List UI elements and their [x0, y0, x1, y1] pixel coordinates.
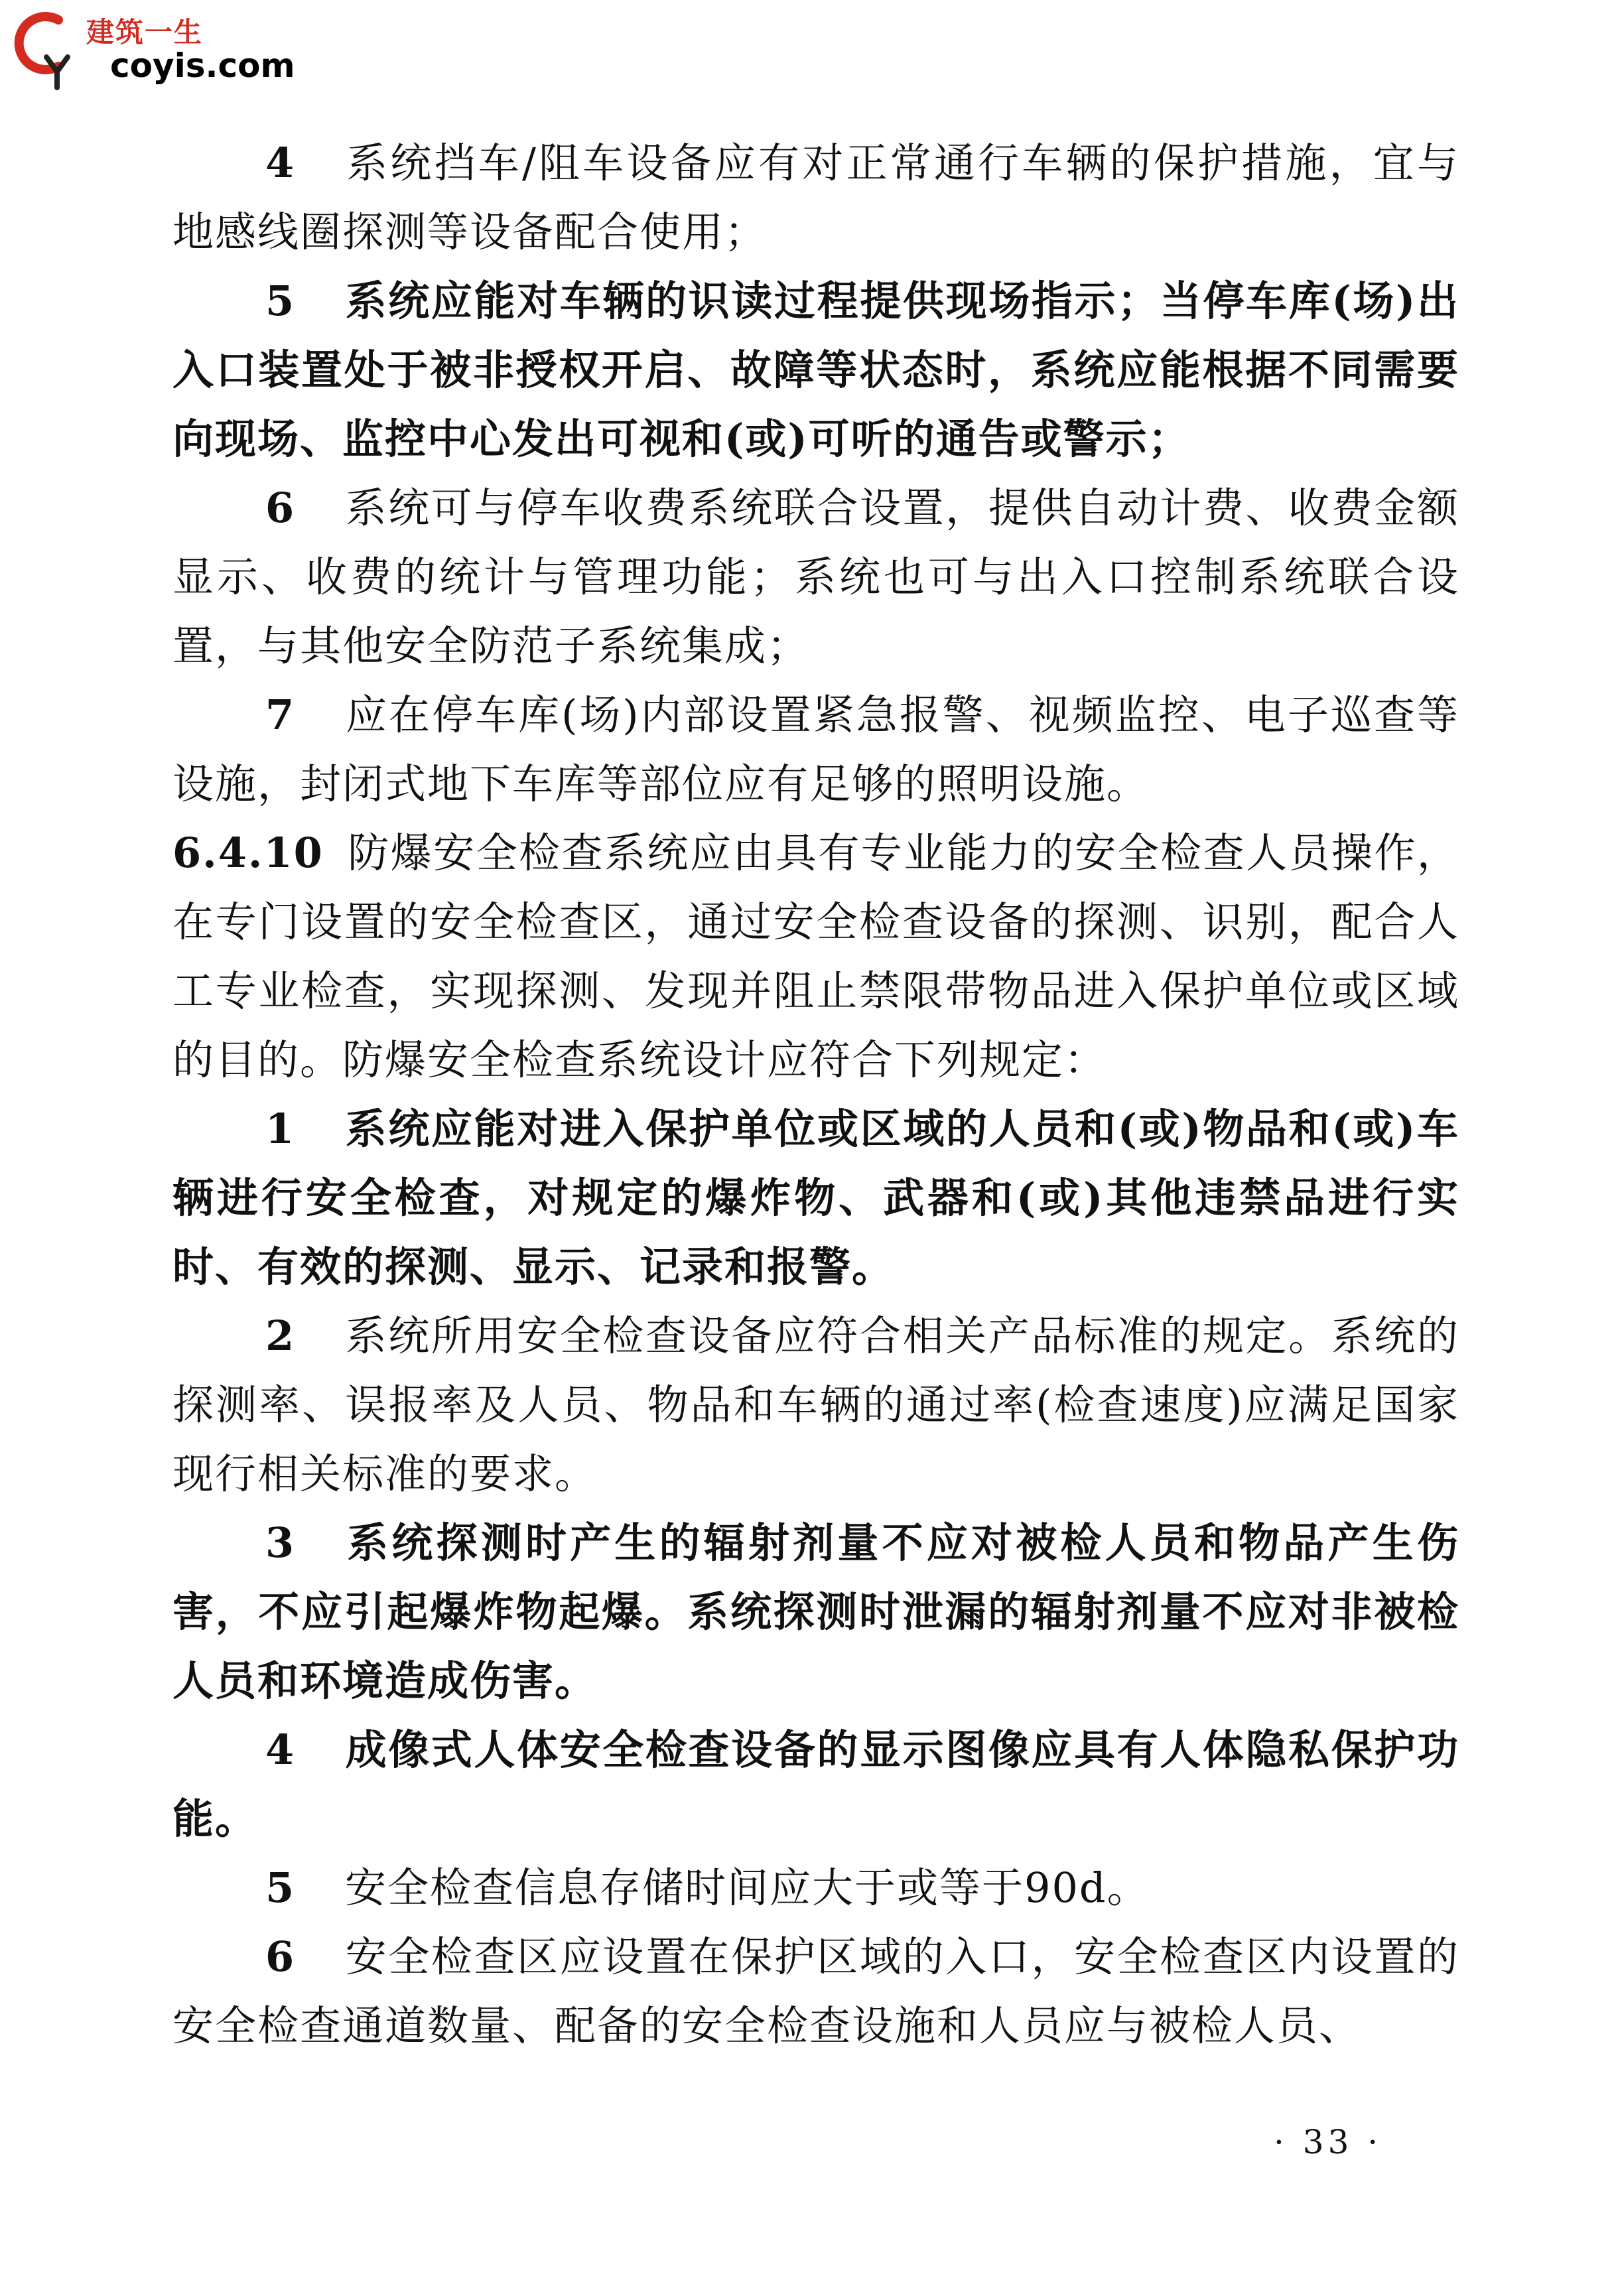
item-text: 系统探测时产生的辐射剂量不应对被检人员和物品产生伤害，不应引起爆炸物起爆。系统探测时泄漏的辐射剂量不应对非被检人员和环境造成伤害。 [172, 1519, 1459, 1705]
item-number: 5 [265, 1863, 296, 1912]
item-number: 4 [265, 1725, 296, 1774]
clause-item-5 [172, 267, 1459, 474]
item-number: 1 [265, 1105, 296, 1153]
item-text: 安全检查区应设置在保护区域的入口，安全检查区内设置的安全检查通道数量、配备的安全检查设施和人员应与被检人员、 [172, 1932, 1459, 2050]
item-number: 5 [265, 277, 296, 325]
clause-item-6 [172, 474, 1459, 681]
coyis-logo-icon [5, 5, 78, 92]
section-number: 6.4.10 [172, 829, 324, 877]
item-number: 4 [265, 139, 296, 187]
item-text: 系统可与停车收费系统联合设置，提供自动计费、收费金额显示、收费的统计与管理功能；系统也可与出入口控制系统联合设置，与其他安全防范子系统集成； [172, 484, 1459, 670]
watermark-url: coyis.com [110, 46, 295, 85]
item-text: 系统所用安全检查设备应符合相关产品标准的规定。系统的探测率、误报率及人员、物品和车辆的通过率(检查速度)应满足国家现行相关标准的要求。 [172, 1312, 1459, 1498]
section-item-4 [172, 1716, 1459, 1854]
item-text: 系统应能对车辆的识读过程提供现场指示；当停车库(场)出入口装置处于被非授权开启、故障等状态时，系统应能根据不同需要向现场、监控中心发出可视和(或)可听的通告或警示； [172, 277, 1459, 463]
section-6-4-10 [172, 819, 1459, 1095]
item-number: 7 [265, 691, 296, 739]
item-text: 系统挡车/阻车设备应有对正常通行车辆的保护措施，宜与地感线圈探测等设备配合使用； [172, 139, 1459, 256]
item-text: 应在停车库(场)内部设置紧急报警、视频监控、电子巡查等设施，封闭式地下车库等部位应有足够的照明设施。 [172, 691, 1459, 808]
section-item-3 [172, 1509, 1459, 1716]
item-text: 安全检查信息存储时间应大于或等于90d。 [345, 1863, 1150, 1912]
clause-item-4 [172, 129, 1459, 267]
item-number: 6 [265, 484, 296, 532]
section-item-2 [172, 1302, 1459, 1509]
page-number: · 33 · [1274, 2123, 1382, 2161]
item-number: 6 [265, 1932, 296, 1981]
section-item-1 [172, 1095, 1459, 1302]
section-item-6 [172, 1923, 1459, 2060]
item-number: 2 [265, 1312, 296, 1360]
watermark-brand: 建筑一生 [86, 16, 204, 48]
watermark [5, 5, 295, 92]
section-item-5 [172, 1854, 1459, 1923]
item-text: 系统应能对进入保护单位或区域的人员和(或)物品和(或)车辆进行安全检查，对规定的爆炸物、武器和(或)其他违禁品进行实时、有效的探测、显示、记录和报警。 [172, 1105, 1459, 1291]
item-text: 成像式人体安全检查设备的显示图像应具有人体隐私保护功能。 [172, 1725, 1459, 1843]
item-number: 3 [265, 1519, 296, 1567]
clause-item-7 [172, 681, 1459, 819]
page-body [172, 129, 1459, 2060]
section-text: 防爆安全检查系统应由具有专业能力的安全检查人员操作，在专门设置的安全检查区，通过安全检查设备的探测、识别，配合人工专业检查，实现探测、发现并阻止禁限带物品进入保护单位或区域的目的。防爆安全检查系统设计应符合下列规定： [172, 829, 1459, 1084]
